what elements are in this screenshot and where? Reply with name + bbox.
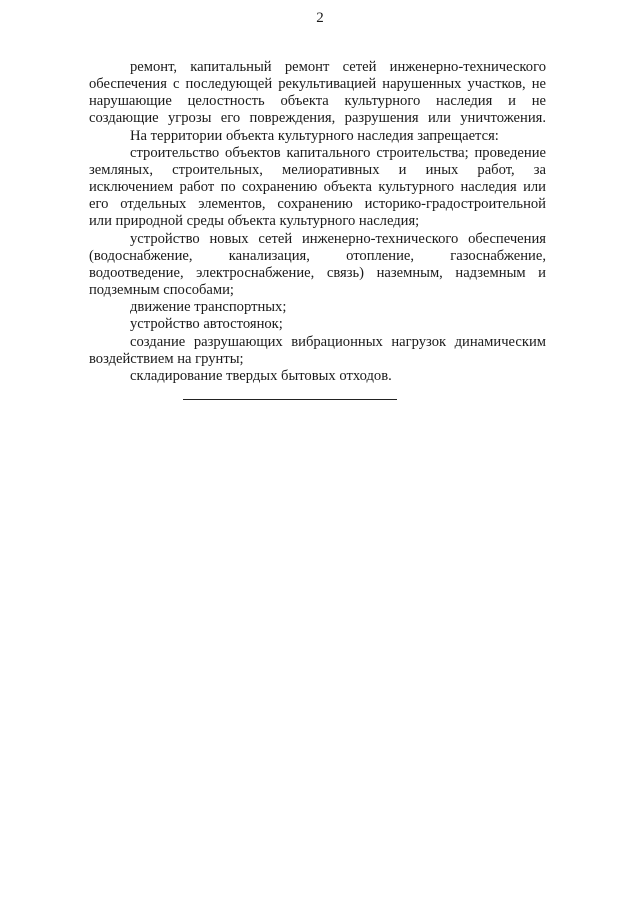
text-line: исключением работ по сохранению объекта культурного наследия или <box>89 179 546 196</box>
text-line: (водоснабжение, канализация, отопление, газоснабжение, <box>89 247 546 264</box>
text-line: ремонт, капитальный ремонт сетей инженерно-технического <box>130 59 546 75</box>
text-line: водоотведение, электроснабжение, связь) наземным, надземным и <box>89 264 546 281</box>
text-line: На территории объекта культурного наследия запрещается: <box>130 127 499 144</box>
document-body <box>89 59 546 385</box>
text-line: движение транспортных; <box>130 299 287 316</box>
end-divider <box>183 399 397 400</box>
text-line: складирование твердых бытовых отходов. <box>130 367 392 384</box>
text-line: устройство автостоянок; <box>130 316 283 333</box>
text-line: обеспечения с последующей рекультивацией нарушенных участков, не <box>89 76 546 93</box>
text-line: или природной среды объекта культурного наследия; <box>89 213 420 230</box>
text-line: его отдельных элементов, сохранению историко-градостроительной <box>89 196 546 213</box>
text-line: подземным способами; <box>89 282 234 299</box>
text-line: земляных, строительных, мелиоративных и иных работ, за <box>89 161 546 178</box>
text-line: воздействием на грунты; <box>89 350 244 367</box>
page-number: 2 <box>316 10 324 26</box>
text-line: нарушающие целостность объекта культурного наследия и не <box>89 93 546 110</box>
text-line: создание разрушающих вибрационных нагрузок динамическим <box>130 333 546 350</box>
text-line: устройство новых сетей инженерно-технического обеспечения <box>130 230 546 247</box>
text-line: строительство объектов капитального строительства; проведение <box>130 144 546 161</box>
text-line: создающие угрозы его повреждения, разрушения или уничтожения. <box>89 110 546 127</box>
